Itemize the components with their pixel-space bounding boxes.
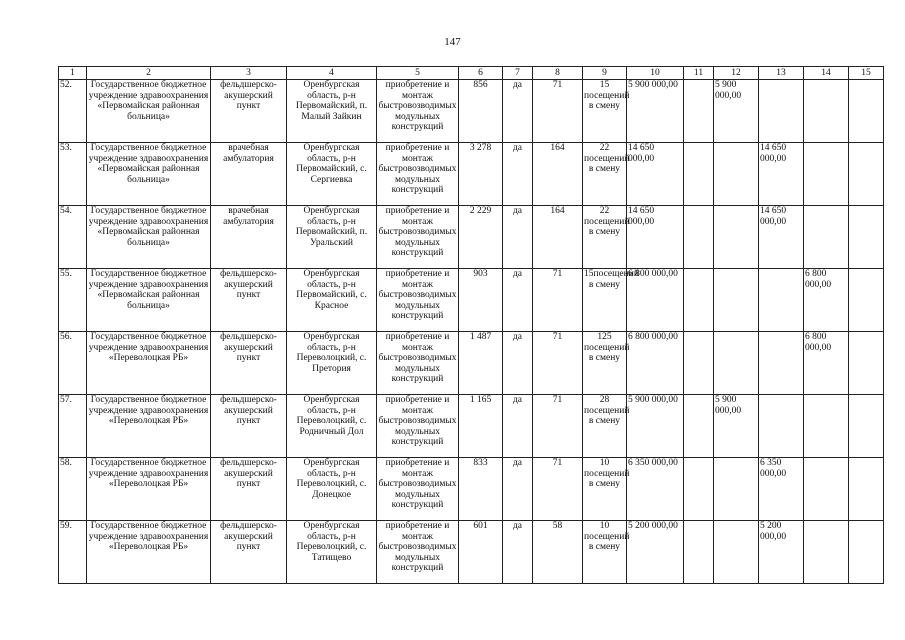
cell-col-15 <box>849 206 884 269</box>
cell-col-7: да <box>503 143 533 206</box>
cell-col-15 <box>849 521 884 584</box>
cell-col-7: да <box>503 269 533 332</box>
table-row <box>59 80 884 143</box>
cell-col-15 <box>849 269 884 332</box>
cell-col-6: 601 <box>459 521 503 584</box>
cell-col-4: Оренбургская область, р-н Первомайский, п. Уральский <box>287 206 377 269</box>
cell-col-12 <box>714 206 759 269</box>
table-row <box>59 521 884 584</box>
cell-col-15 <box>849 458 884 521</box>
cell-col-2: Государственное бюджетное учреждение здравоохранения «Первомайская районная больница» <box>87 206 211 269</box>
cell-col-4: Оренбургская область, р-н Первомайский, п. Малый Зайкин <box>287 80 377 143</box>
cell-col-9: 22 посещений в смену <box>583 206 627 269</box>
cell-col-5: приобретение и монтаж быстровозводимых модульных конструкций <box>377 458 459 521</box>
cell-col-4: Оренбургская область, р-н Переволоцкий, с. Родничный Дол <box>287 395 377 458</box>
cell-col-10: 5 900 000,00 <box>627 395 684 458</box>
cell-col-9: 15 посещений в смену <box>583 80 627 143</box>
cell-col-6: 2 229 <box>459 206 503 269</box>
cell-col-14 <box>804 395 849 458</box>
cell-col-2: Государственное бюджетное учреждение здравоохранения «Первомайская районная больница» <box>87 143 211 206</box>
column-header-2: 2 <box>87 67 211 80</box>
cell-col-8: 164 <box>533 143 583 206</box>
cell-col-3: фельдшерско-акушерский пункт <box>211 458 287 521</box>
cell-col-10: 6 800 000,00 <box>627 332 684 395</box>
cell-col-14 <box>804 521 849 584</box>
cell-col-14 <box>804 206 849 269</box>
cell-col-11 <box>684 206 714 269</box>
cell-col-12: 5 900 000,00 <box>714 395 759 458</box>
cell-col-5: приобретение и монтаж быстровозводимых модульных конструкций <box>377 332 459 395</box>
cell-col-1: 58. <box>59 458 87 521</box>
cell-col-1: 52. <box>59 80 87 143</box>
cell-col-1: 57. <box>59 395 87 458</box>
cell-col-11 <box>684 521 714 584</box>
cell-col-6: 1 165 <box>459 395 503 458</box>
cell-col-14: 6 800 000,00 <box>804 332 849 395</box>
cell-col-5: приобретение и монтаж быстровозводимых модульных конструкций <box>377 395 459 458</box>
cell-col-6: 833 <box>459 458 503 521</box>
cell-col-5: приобретение и монтаж быстровозводимых модульных конструкций <box>377 521 459 584</box>
cell-col-15 <box>849 80 884 143</box>
column-header-15: 15 <box>849 67 884 80</box>
cell-col-9: 10 посещений в смену <box>583 458 627 521</box>
table-row <box>59 332 884 395</box>
cell-col-3: фельдшерско-акушерский пункт <box>211 269 287 332</box>
table-row <box>59 395 884 458</box>
cell-col-3: врачебная амбулатория <box>211 206 287 269</box>
cell-col-5: приобретение и монтаж быстровозводимых модульных конструкций <box>377 269 459 332</box>
cell-col-14 <box>804 458 849 521</box>
column-header-8: 8 <box>533 67 583 80</box>
cell-col-11 <box>684 80 714 143</box>
cell-col-13 <box>759 80 804 143</box>
column-header-14: 14 <box>804 67 849 80</box>
cell-col-1: 59. <box>59 521 87 584</box>
cell-col-7: да <box>503 80 533 143</box>
cell-col-7: да <box>503 521 533 584</box>
header-row <box>59 67 884 80</box>
cell-col-12 <box>714 458 759 521</box>
cell-col-8: 71 <box>533 395 583 458</box>
cell-col-2: Государственное бюджетное учреждение здравоохранения «Первомайская районная больница» <box>87 269 211 332</box>
cell-col-1: 55. <box>59 269 87 332</box>
cell-col-11 <box>684 332 714 395</box>
cell-col-2: Государственное бюджетное учреждение здравоохранения «Переволоцкая РБ» <box>87 332 211 395</box>
cell-col-7: да <box>503 458 533 521</box>
column-header-13: 13 <box>759 67 804 80</box>
cell-col-13 <box>759 395 804 458</box>
table-row <box>59 206 884 269</box>
cell-col-13: 14 650 000,00 <box>759 206 804 269</box>
page-number: 147 <box>444 36 461 48</box>
cell-col-12: 5 900 000,00 <box>714 80 759 143</box>
cell-col-3: фельдшерско-акушерский пункт <box>211 80 287 143</box>
cell-col-6: 3 278 <box>459 143 503 206</box>
column-header-10: 10 <box>627 67 684 80</box>
cell-col-10: 14 650 000,00 <box>627 143 684 206</box>
cell-col-11 <box>684 395 714 458</box>
cell-col-2: Государственное бюджетное учреждение здравоохранения «Переволоцкая РБ» <box>87 395 211 458</box>
cell-col-7: да <box>503 332 533 395</box>
cell-col-4: Оренбургская область, р-н Первомайский, с. Сергиевка <box>287 143 377 206</box>
cell-col-2: Государственное бюджетное учреждение здравоохранения «Переволоцкая РБ» <box>87 521 211 584</box>
cell-col-5: приобретение и монтаж быстровозводимых модульных конструкций <box>377 143 459 206</box>
cell-col-10: 6 800 000,00 <box>627 269 684 332</box>
cell-col-12 <box>714 269 759 332</box>
cell-col-10: 6 350 000,00 <box>627 458 684 521</box>
cell-col-1: 56. <box>59 332 87 395</box>
cell-col-13: 6 350 000,00 <box>759 458 804 521</box>
cell-col-7: да <box>503 395 533 458</box>
column-header-9: 9 <box>583 67 627 80</box>
column-header-12: 12 <box>714 67 759 80</box>
cell-col-10: 5 200 000,00 <box>627 521 684 584</box>
facilities-table <box>58 66 884 584</box>
cell-col-5: приобретение и монтаж быстровозводимых модульных конструкций <box>377 80 459 143</box>
cell-col-1: 54. <box>59 206 87 269</box>
cell-col-3: фельдшерско-акушерский пункт <box>211 395 287 458</box>
cell-col-8: 164 <box>533 206 583 269</box>
cell-col-8: 71 <box>533 458 583 521</box>
cell-col-11 <box>684 269 714 332</box>
cell-col-2: Государственное бюджетное учреждение здравоохранения «Переволоцкая РБ» <box>87 458 211 521</box>
cell-col-12 <box>714 521 759 584</box>
cell-col-15 <box>849 143 884 206</box>
cell-col-15 <box>849 332 884 395</box>
cell-col-6: 856 <box>459 80 503 143</box>
cell-col-11 <box>684 143 714 206</box>
cell-col-10: 14 650 000,00 <box>627 206 684 269</box>
cell-col-13 <box>759 269 804 332</box>
cell-col-5: приобретение и монтаж быстровозводимых модульных конструкций <box>377 206 459 269</box>
table-row <box>59 269 884 332</box>
cell-col-6: 903 <box>459 269 503 332</box>
cell-col-3: фельдшерско-акушерский пункт <box>211 332 287 395</box>
cell-col-3: фельдшерско-акушерский пункт <box>211 521 287 584</box>
cell-col-6: 1 487 <box>459 332 503 395</box>
cell-col-9: 125 посещений в смену <box>583 332 627 395</box>
cell-col-4: Оренбургская область, р-н Переволоцкий, с. Претория <box>287 332 377 395</box>
cell-col-14: 6 800 000,00 <box>804 269 849 332</box>
cell-col-8: 58 <box>533 521 583 584</box>
column-header-7: 7 <box>503 67 533 80</box>
cell-col-9: 10 посещений в смену <box>583 521 627 584</box>
cell-col-7: да <box>503 206 533 269</box>
cell-col-13: 14 650 000,00 <box>759 143 804 206</box>
cell-col-14 <box>804 80 849 143</box>
column-header-6: 6 <box>459 67 503 80</box>
table-row <box>59 143 884 206</box>
column-header-11: 11 <box>684 67 714 80</box>
cell-col-1: 53. <box>59 143 87 206</box>
cell-col-13 <box>759 332 804 395</box>
column-header-3: 3 <box>211 67 287 80</box>
cell-col-8: 71 <box>533 80 583 143</box>
cell-col-9: 15посещений в смену <box>583 269 627 332</box>
cell-col-12 <box>714 332 759 395</box>
column-header-4: 4 <box>287 67 377 80</box>
cell-col-9: 22 посещений в смену <box>583 143 627 206</box>
cell-col-3: врачебная амбулатория <box>211 143 287 206</box>
table-row <box>59 458 884 521</box>
cell-col-11 <box>684 458 714 521</box>
cell-col-4: Оренбургская область, р-н Переволоцкий, с. Донецкое <box>287 458 377 521</box>
cell-col-4: Оренбургская область, р-н Первомайский, с. Красное <box>287 269 377 332</box>
cell-col-14 <box>804 143 849 206</box>
cell-col-12 <box>714 143 759 206</box>
cell-col-8: 71 <box>533 332 583 395</box>
cell-col-4: Оренбургская область, р-н Переволоцкий, с. Татищево <box>287 521 377 584</box>
cell-col-2: Государственное бюджетное учреждение здравоохранения «Первомайская районная больница» <box>87 80 211 143</box>
table-body <box>59 80 884 584</box>
cell-col-10: 5 900 000,00 <box>627 80 684 143</box>
cell-col-8: 71 <box>533 269 583 332</box>
cell-col-13: 5 200 000,00 <box>759 521 804 584</box>
cell-col-15 <box>849 395 884 458</box>
column-header-1: 1 <box>59 67 87 80</box>
cell-col-9: 28 посещений в смену <box>583 395 627 458</box>
column-header-5: 5 <box>377 67 459 80</box>
